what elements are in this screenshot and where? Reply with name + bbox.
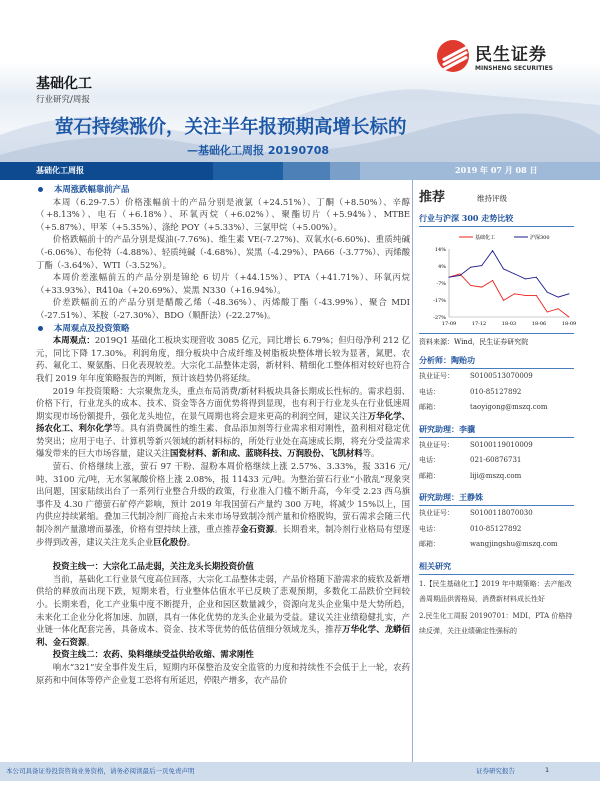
page-number: 1 <box>545 766 550 774</box>
cert-row <box>419 438 574 454</box>
phone: 010-85127892 <box>470 524 522 533</box>
tel-row <box>419 453 574 469</box>
data-point <box>481 287 482 288</box>
label: 执业证号： <box>419 440 454 449</box>
minsheng-logo <box>437 40 553 72</box>
label: 执业证号： <box>419 372 454 380</box>
series-line-1 <box>449 251 569 297</box>
stock-picks: 巨化股份 <box>153 536 187 547</box>
x-tick-label: 17-12 <box>471 321 487 327</box>
data-point <box>525 295 526 296</box>
data-point <box>525 278 526 279</box>
bar-label: 基础化工周报 <box>36 165 84 175</box>
paragraph: 价差跌幅前五的产品分别是醋酸乙烯（-48.36%）、丙烯酸丁酯（-43.99%）、聚合 MDI（-27.51%）、苯胺（-27.30%）、BDO（顺酐法）(-22.27%)。 <box>36 297 410 320</box>
data-point <box>492 250 493 251</box>
series-line-0 <box>449 274 569 317</box>
x-tick-label: 18-03 <box>501 321 517 327</box>
data-point <box>569 317 570 318</box>
text: 2019 年投资策略：大宗聚焦龙头，重点布局消费/新材料板块具备长期成长性标的。需求趋弱、价格下行，行业龙头的成本、技术、资金等各方面优势将得到显现，也有利于行业龙头在行业低速周期实现市场份额提升，强化龙头地位，在景气周期也将会迎来更高的利润空间，建议关注 <box>36 385 410 421</box>
section-title: 本周观点及投资策略 <box>36 322 410 335</box>
mail-row <box>419 537 574 553</box>
data-point <box>503 268 504 269</box>
analyst-role: 研究助理：王静姝 <box>419 492 574 506</box>
disclaimer: 本公司具备证券投资咨询业务资格，请务必阅读最后一页免责声明 <box>6 767 195 775</box>
text: 。长期看来，制冷剂行业格局有望逐步得到改善，建议关注龙头企业 <box>36 524 411 547</box>
stock-picks: 金石资源 <box>240 524 275 535</box>
label: 邮箱： <box>419 540 440 548</box>
cert-row <box>419 506 574 522</box>
subheading: 投资主线二：农药、染料继续受益供给收缩、需求刚性 <box>52 649 254 660</box>
paragraph <box>36 385 410 461</box>
label: 电话： <box>419 524 440 533</box>
logo-cn: 民生证券 <box>475 45 547 65</box>
x-tick-label: 17-09 <box>441 321 457 327</box>
text: 萤石、价格继续上涨，萤石 97 干粉、湿粉本周价格继续上涨 2.57%、3.33%，报 3316 元/吨、3100 元/吨，无水氢氟酸价格上涨 2.08%，报 11433 元/吨。为整治萤石行业“小散乱”现象突出问题，国家陆续出台了一系列行业整合升级的政策，行业准入门槛不断升高，今年受 2.23 西乌旗事件及 4.30 广德萤石矿停产影响，预计 2019 年我国萤石产量约 300 万吨，将减少 15%以上，国内供应持续紧缩。叠加三代制冷剂厂商抢占未来市场导致制冷剂产量和价格脱钩，萤石需求会随三代制冷剂产量激增而暴涨，价格有望持续上涨，重点推荐 <box>36 461 410 535</box>
report-date: 2019 年 07 月 08 日 <box>455 165 538 175</box>
stock-picks: 万华化学、龙蟒佰利、金石资源 <box>36 624 411 647</box>
legend-label: 基础化工 <box>475 235 496 241</box>
email-link[interactable]: taoyigong@mszq.com <box>470 403 548 411</box>
related-title: 相关研究 <box>419 561 574 575</box>
x-tick-label: 18-09 <box>561 321 577 327</box>
data-point <box>558 308 559 309</box>
data-point <box>459 273 460 274</box>
y-tick-label: -7% <box>436 281 446 287</box>
data-point <box>459 275 460 276</box>
data-point <box>547 312 548 313</box>
label: 邮箱： <box>419 403 440 411</box>
tel-row <box>419 522 574 538</box>
phone: 010-85127892 <box>470 387 522 396</box>
email-link[interactable]: liji@mszq.com <box>470 471 522 480</box>
cert-number: S0100513070009 <box>470 372 533 380</box>
text: 2019Q1 基础化工板块实现营收 3085 亿元，同比增长 6.79%；但归母净利 212 亿元，同比下降 17.30%。利润角度，细分板块中合成纤维及树脂板块整体增长较为显著，氮肥、农药、氟化工、聚氨酯、日化表现较差。大宗化工品整体走弱，新材料、精细化工整体相对较好也符合我们 2019 年年度策略报告的判断，预计该趋势仍将延续。 <box>36 335 410 383</box>
analyst-role: 分析师：陶贻功 <box>419 355 574 369</box>
legend-label: 沪深300 <box>530 235 550 241</box>
report-subtitle: —基础化工周报 20190708 <box>187 144 330 157</box>
logo-en: MINSHENG SECURITIES <box>475 65 553 72</box>
cert-row <box>419 369 574 385</box>
y-tick-label: 14% <box>434 247 446 253</box>
text: 。 <box>86 636 95 647</box>
logo-icon <box>437 40 469 72</box>
data-point <box>470 285 471 286</box>
y-tick-label: 4% <box>438 264 446 270</box>
report-title: 萤石持续涨价，关注半年报预期高增长标的 <box>55 117 407 138</box>
data-point <box>481 265 482 266</box>
paragraph: 价格跌幅前十的产品分别是煤油(-7.76%)、维生素 VE(-7.27%)、双氧水(-6.60%)、重质纯碱（-6.06%）、布伦特（-4.88%）、轻质纯碱（-4.68%）、炭黑（-4.29%）、PA66（-3.77%）、丙烯酸丁酯（-3.64%）、WTI（-3.52%）。 <box>36 234 410 270</box>
data-point <box>503 300 504 301</box>
cert-number: S0100119010009 <box>470 440 533 449</box>
data-point <box>569 293 570 294</box>
section-title: 本周涨跌幅靠前产品 <box>36 183 410 196</box>
sector-name: 基础化工 <box>36 76 92 92</box>
cert-number: S0100118070030 <box>470 509 533 517</box>
text: 当前，基础化工行业景气度高位回落，大宗化工品整体走弱，产品价格随下游需求的疲软及新增供给的释放而出现下跌，短期来看，行业整体估值水平已反映了悲观预期，多数化工品跌价空间较小。长期来看，化工产业集中度不断提升，企业和园区数量减少，资源向龙头企业集中是大势所趋，未来化工企业分化将加速、加剧，具有一体化优势的龙头企业最为受益。建议关注业绩稳健扎实，产业链一体化配套完善，具备成本、资金、技术等优势的低估值细分领域龙头，推荐 <box>36 573 410 635</box>
performance-chart <box>419 227 579 327</box>
paragraph: 本周（6.29-7.5）价格涨幅前十的产品分别是液氯（+24.51%）、丁酮（+8.50%）、辛醇（+8.13%）、电石（+6.18%）、环氧丙烷（+6.02%）、聚酯切片（+5.94%）、MTBE（+5.87%）、甲苯（+5.35%）、涤纶 POY（+5.33%）、三氯甲烷（+5.00%）。 <box>36 196 410 232</box>
data-point <box>558 297 559 298</box>
data-source: 资料来源：Wind，民生证券研究院 <box>419 333 574 347</box>
data-point <box>492 280 493 281</box>
chart-title: 行业与沪深 300 走势比较 <box>419 213 574 227</box>
label: 电话： <box>419 387 440 396</box>
rating: 维持评级 <box>477 194 508 203</box>
related-item[interactable]: 1.【民生基础化工】2019 年中期策略：去产能改善周期品供需格局，消费新材料成长性好 <box>419 579 572 603</box>
text: 。 <box>186 536 196 547</box>
x-tick-label: 18-06 <box>531 321 547 327</box>
data-point <box>470 267 471 268</box>
y-tick-label: -17% <box>433 298 446 304</box>
mail-row <box>419 469 574 485</box>
label: 电话： <box>419 456 440 464</box>
stock-picks: 万华化学、扬农化工、利尔化学 <box>36 410 411 434</box>
y-tick-label: -27% <box>433 315 446 321</box>
data-point <box>547 292 548 293</box>
sidebar <box>412 180 577 762</box>
paragraph: 响水“321”安全事件发生后，短期内环保整治及安全监管的力度和持续性不会低于上一轮，农药原药和中间体等停产企业复工恐将有所延迟，停限产增多，农产品价 <box>36 661 410 685</box>
subheading: 投资主线一：大宗化工品走弱，关注龙头长期投资价值 <box>52 561 254 572</box>
lead: 本周观点： <box>52 335 95 346</box>
mail-row <box>419 400 574 416</box>
analyst-role: 研究助理：李骥 <box>419 424 574 438</box>
paragraph: 本周价差涨幅前五的产品分别是锦纶 6 切片（+44.15%）、PTA（+41.71%）、环氧丙烷（+33.93%）、R410a（+20.69%）、炭黑 N330（+16.94%）。 <box>36 272 410 295</box>
data-point <box>536 277 537 278</box>
tel-row <box>419 385 574 401</box>
data-point <box>514 293 515 294</box>
data-point <box>449 277 450 278</box>
main-content <box>36 183 410 686</box>
phone: 021-60876731 <box>470 456 522 464</box>
data-point <box>536 295 537 296</box>
label: 执业证号： <box>419 509 454 517</box>
label: 邮箱： <box>419 471 440 480</box>
related-item[interactable]: 2.民生化工周报 20190701：MDI、PTA 价格持续反弹，关注业绩确定性强标的 <box>419 611 573 635</box>
data-point <box>514 273 515 274</box>
footer-label: 证券研究报告 <box>476 767 515 775</box>
report-type: 行业研究/周报 <box>36 95 90 105</box>
paragraph <box>36 334 410 384</box>
text: 等。 <box>362 448 380 459</box>
stock-picks: 国瓷材料、新和成、蓝晓科技、万润股份、飞凯材料 <box>170 448 363 459</box>
email-link[interactable]: wangjingshu@mszq.com <box>470 540 558 548</box>
text: 等。具有消费属性的维生素、食品添加剂等行业需求相对刚性，盈利相对稳定优势突出；应用于电子、计算机等新兴领域的新材料标的，所处行业处在高速成长期，将充分受益需求爆发带来的巨大市场容量，建议关注 <box>36 423 411 459</box>
recommendation: 推荐 <box>419 190 446 205</box>
paragraph <box>36 573 410 649</box>
paragraph <box>36 460 410 548</box>
